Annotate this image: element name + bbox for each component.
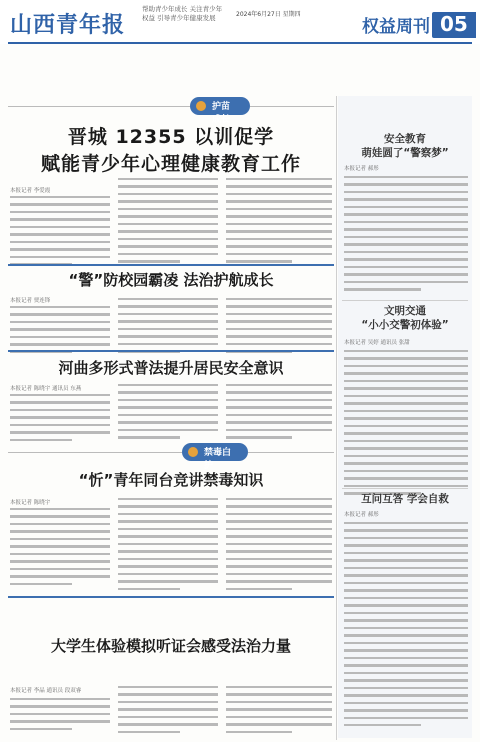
law-body-col-3 bbox=[226, 686, 332, 738]
page-number: 05 bbox=[440, 12, 468, 36]
hequ-body-col-1 bbox=[10, 394, 110, 446]
law-byline: 本报记者 李晶 通讯员 段双睿 bbox=[10, 688, 82, 694]
law-headline: 大学生体验模拟听证会感受法治力量 bbox=[50, 637, 291, 655]
lead-byline: 本报记者 李爱霞 bbox=[10, 188, 51, 194]
law-body-col-2 bbox=[118, 686, 218, 738]
lead-headline-line-2: 赋能青少年心理健康教育工作 bbox=[40, 153, 301, 175]
hequ-body-col-3 bbox=[226, 384, 332, 444]
sidebar-item2-body bbox=[344, 350, 468, 500]
police-body-col-3 bbox=[226, 298, 332, 358]
issue-line: 2024年6月27日 星期四 bbox=[236, 11, 301, 18]
sprout-icon bbox=[196, 101, 206, 111]
sidebar-item2-byline: 本报记者 吴婷 通讯员 张甜 bbox=[344, 340, 410, 346]
drug-body-col-2 bbox=[118, 498, 218, 595]
drug-body-col-3 bbox=[226, 498, 332, 595]
paper-slogan: 帮助青少年成长 关注青少年权益 引导青少年健康发展 bbox=[142, 5, 223, 22]
lead-body-col-1 bbox=[10, 196, 110, 271]
hequ-byline: 本报记者 陈晓宇 通讯员 东燕 bbox=[10, 386, 82, 392]
banner-mid-line-left bbox=[8, 452, 182, 453]
banner-line-left bbox=[8, 106, 190, 107]
sidebar-item1-byline: 本报记者 郝彤 bbox=[344, 166, 379, 172]
section-title: 权益周刊 bbox=[362, 17, 430, 37]
banner-mid-line-right bbox=[248, 452, 334, 453]
sidebar-item2-headline-2: “小小交警初体验” bbox=[361, 319, 449, 331]
column-banner-top-label: 护苗成长 bbox=[212, 102, 231, 125]
sidebar-divider bbox=[336, 96, 337, 740]
sidebar-item1-headline-1: 安全教育 bbox=[384, 133, 426, 145]
lead-body-col-3 bbox=[226, 178, 332, 268]
sidebar-divider-1 bbox=[342, 300, 468, 301]
banner-line-right bbox=[250, 106, 334, 107]
column-banner-middle bbox=[182, 443, 248, 471]
law-body-col-1 bbox=[10, 698, 110, 735]
column-banner-middle-label: 禁毒白护 bbox=[204, 448, 232, 471]
hequ-body-col-2 bbox=[118, 384, 218, 444]
sidebar-item1-body bbox=[344, 176, 468, 296]
section-rule-1 bbox=[8, 264, 334, 266]
drug-headline: “忻”青年同台竞讲禁毒知识 bbox=[78, 471, 264, 489]
hequ-headline: 河曲多形式普法提升居民安全意识 bbox=[58, 359, 284, 377]
police-byline: 本报记者 贾连锋 bbox=[10, 298, 51, 304]
sidebar-divider-2 bbox=[342, 488, 468, 489]
section-rule-2 bbox=[8, 350, 334, 352]
lead-body-col-2 bbox=[118, 178, 218, 268]
masthead-rule bbox=[8, 42, 472, 44]
shield-icon bbox=[188, 447, 198, 457]
police-headline: “警”防校园霸凌 法治护航成长 bbox=[68, 271, 274, 289]
sidebar-item2-headline-1: 文明交通 bbox=[384, 305, 426, 317]
lead-headline-line-1: 晋城 12355 以训促学 bbox=[67, 126, 275, 148]
sidebar-item1-headline-2: 萌娃圆了“警察梦” bbox=[361, 147, 449, 159]
column-banner-top bbox=[190, 97, 250, 125]
drug-body-col-1 bbox=[10, 508, 110, 590]
masthead bbox=[0, 0, 480, 44]
section-rule-3 bbox=[8, 596, 334, 598]
paper-name: 山西青年报 bbox=[10, 12, 126, 38]
sidebar-item3-byline: 本报记者 郝彤 bbox=[344, 512, 379, 518]
police-body-col-2 bbox=[118, 298, 218, 358]
sidebar-item3-body bbox=[344, 522, 468, 732]
drug-byline: 本报记者 陈晓宇 bbox=[10, 500, 51, 506]
sidebar-item3-headline: 互问互答 学会自救 bbox=[361, 493, 449, 505]
